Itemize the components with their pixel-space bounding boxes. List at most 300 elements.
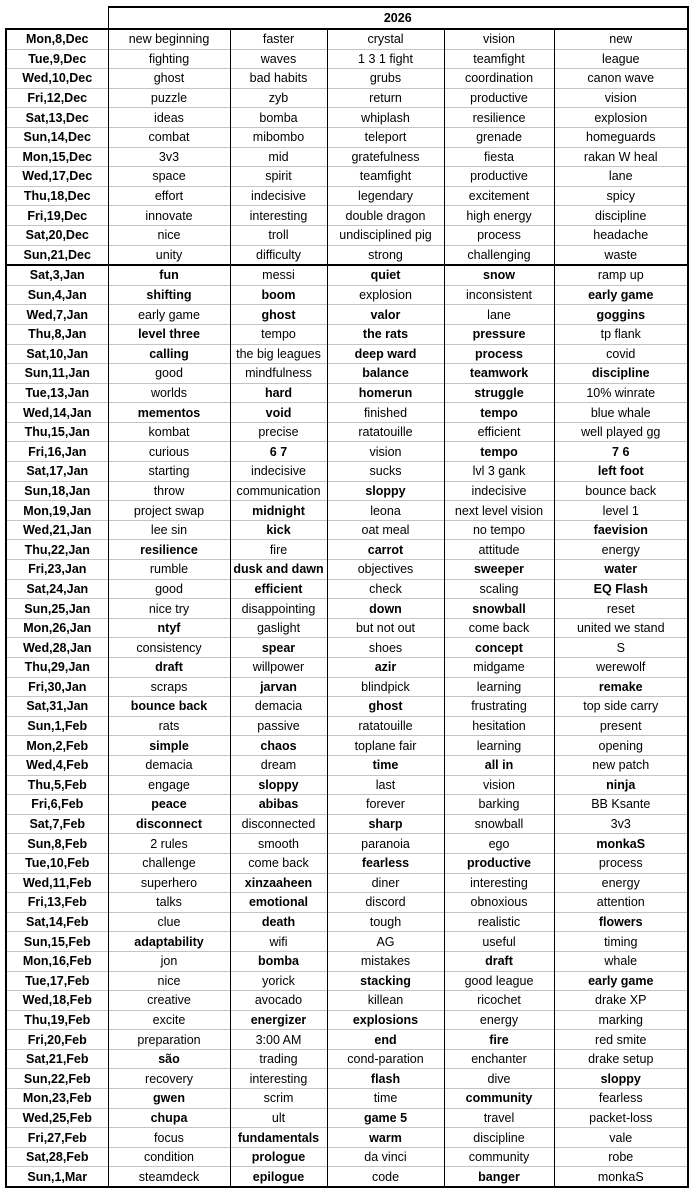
word-cell: vision bbox=[554, 88, 688, 108]
table-row bbox=[6, 755, 688, 775]
word-cell: attention bbox=[554, 893, 688, 913]
word-cell: good bbox=[108, 579, 230, 599]
word-cell: remake bbox=[554, 677, 688, 697]
date-cell: Thu,18,Dec bbox=[6, 186, 108, 206]
word-cell: forever bbox=[327, 795, 444, 815]
word-cell: down bbox=[327, 599, 444, 619]
date-cell: Mon,15,Dec bbox=[6, 147, 108, 167]
date-cell: Thu,8,Jan bbox=[6, 324, 108, 344]
word-cell: BB Ksante bbox=[554, 795, 688, 815]
word-cell: fiesta bbox=[444, 147, 554, 167]
word-cell: snow bbox=[444, 265, 554, 285]
word-cell: ghost bbox=[327, 697, 444, 717]
word-cell: chupa bbox=[108, 1108, 230, 1128]
word-cell: end bbox=[327, 1030, 444, 1050]
word-cell: high energy bbox=[444, 206, 554, 226]
word-cell: lee sin bbox=[108, 520, 230, 540]
word-cell: valor bbox=[327, 305, 444, 325]
table-row bbox=[6, 403, 688, 423]
word-cell: canon wave bbox=[554, 69, 688, 89]
word-cell: lane bbox=[554, 167, 688, 187]
word-cell: mementos bbox=[108, 403, 230, 423]
word-cell: carrot bbox=[327, 540, 444, 560]
table-row bbox=[6, 186, 688, 206]
date-cell: Sat,28,Feb bbox=[6, 1147, 108, 1167]
word-cell: process bbox=[554, 853, 688, 873]
date-cell: Sun,25,Jan bbox=[6, 599, 108, 619]
date-cell: Sun,21,Dec bbox=[6, 245, 108, 265]
word-cell: disconnected bbox=[230, 814, 327, 834]
word-cell: sucks bbox=[327, 462, 444, 482]
table-row bbox=[6, 147, 688, 167]
word-cell: fighting bbox=[108, 49, 230, 69]
word-cell: trading bbox=[230, 1049, 327, 1069]
word-cell: difficulty bbox=[230, 245, 327, 265]
word-cell: blue whale bbox=[554, 403, 688, 423]
word-cell: toplane fair bbox=[327, 736, 444, 756]
word-cell: dusk and dawn bbox=[230, 560, 327, 580]
table-row bbox=[6, 1069, 688, 1089]
word-cell: epilogue bbox=[230, 1167, 327, 1187]
word-cell: explosion bbox=[554, 108, 688, 128]
word-cell: consistency bbox=[108, 638, 230, 658]
date-cell: Wed,18,Feb bbox=[6, 991, 108, 1011]
word-cell: process bbox=[444, 344, 554, 364]
word-cell: homerun bbox=[327, 383, 444, 403]
word-cell: midgame bbox=[444, 658, 554, 678]
word-cell: rumble bbox=[108, 560, 230, 580]
date-cell: Sat,17,Jan bbox=[6, 462, 108, 482]
word-cell: learning bbox=[444, 736, 554, 756]
date-cell: Sat,10,Jan bbox=[6, 344, 108, 364]
date-cell: Fri,13,Feb bbox=[6, 893, 108, 913]
word-cell: steamdeck bbox=[108, 1167, 230, 1187]
word-cell: da vinci bbox=[327, 1147, 444, 1167]
word-cell: whiplash bbox=[327, 108, 444, 128]
date-cell: Sat,13,Dec bbox=[6, 108, 108, 128]
word-cell: lane bbox=[444, 305, 554, 325]
year-header: 2026 bbox=[108, 7, 688, 29]
word-cell: worlds bbox=[108, 383, 230, 403]
word-cell: draft bbox=[108, 658, 230, 678]
word-cell: vision bbox=[327, 442, 444, 462]
word-cell: tempo bbox=[444, 403, 554, 423]
word-cell: paranoia bbox=[327, 834, 444, 854]
word-cell: obnoxious bbox=[444, 893, 554, 913]
word-cell: superhero bbox=[108, 873, 230, 893]
word-cell: learning bbox=[444, 677, 554, 697]
table-row bbox=[6, 481, 688, 501]
word-cell: snowball bbox=[444, 599, 554, 619]
word-cell: concept bbox=[444, 638, 554, 658]
date-cell: Sun,11,Jan bbox=[6, 364, 108, 384]
word-cell: preparation bbox=[108, 1030, 230, 1050]
word-cell: hard bbox=[230, 383, 327, 403]
word-cell: unity bbox=[108, 245, 230, 265]
word-cell: 2 rules bbox=[108, 834, 230, 854]
word-cell: united we stand bbox=[554, 618, 688, 638]
word-cell: mibombo bbox=[230, 127, 327, 147]
date-cell: Fri,30,Jan bbox=[6, 677, 108, 697]
word-cell: ratatouille bbox=[327, 422, 444, 442]
word-cell: waves bbox=[230, 49, 327, 69]
word-cell: sloppy bbox=[230, 775, 327, 795]
word-cell: new patch bbox=[554, 755, 688, 775]
word-cell: deep ward bbox=[327, 344, 444, 364]
word-cell: finished bbox=[327, 403, 444, 423]
word-cell: indecisive bbox=[444, 481, 554, 501]
word-cell: chaos bbox=[230, 736, 327, 756]
table-row bbox=[6, 520, 688, 540]
table-row bbox=[6, 1089, 688, 1109]
table-row bbox=[6, 599, 688, 619]
word-cell: mistakes bbox=[327, 951, 444, 971]
table-row bbox=[6, 442, 688, 462]
date-cell: Thu,19,Feb bbox=[6, 1010, 108, 1030]
word-cell: 10% winrate bbox=[554, 383, 688, 403]
word-cell: sweeper bbox=[444, 560, 554, 580]
word-cell: time bbox=[327, 1089, 444, 1109]
word-cell: new bbox=[554, 29, 688, 49]
word-cell: cond-paration bbox=[327, 1049, 444, 1069]
table-row bbox=[6, 560, 688, 580]
date-cell: Fri,27,Feb bbox=[6, 1128, 108, 1148]
word-cell: curious bbox=[108, 442, 230, 462]
word-cell: monkaS bbox=[554, 834, 688, 854]
table-row bbox=[6, 775, 688, 795]
word-cell: left foot bbox=[554, 462, 688, 482]
date-cell: Mon,26,Jan bbox=[6, 618, 108, 638]
date-cell: Wed,14,Jan bbox=[6, 403, 108, 423]
word-cell: azir bbox=[327, 658, 444, 678]
date-cell: Tue,10,Feb bbox=[6, 853, 108, 873]
date-cell: Sat,7,Feb bbox=[6, 814, 108, 834]
word-cell: spirit bbox=[230, 167, 327, 187]
word-cell: nice bbox=[108, 971, 230, 991]
word-cell: nice bbox=[108, 225, 230, 245]
word-cell: wifi bbox=[230, 932, 327, 952]
word-cell: abibas bbox=[230, 795, 327, 815]
table-row bbox=[6, 912, 688, 932]
word-cell: smooth bbox=[230, 834, 327, 854]
word-cell: the big leagues bbox=[230, 344, 327, 364]
word-cell: scaling bbox=[444, 579, 554, 599]
word-cell: ratatouille bbox=[327, 716, 444, 736]
word-cell: sloppy bbox=[554, 1069, 688, 1089]
date-cell: Fri,20,Feb bbox=[6, 1030, 108, 1050]
word-cell: passive bbox=[230, 716, 327, 736]
word-cell: stacking bbox=[327, 971, 444, 991]
word-cell: jon bbox=[108, 951, 230, 971]
word-cell: mindfulness bbox=[230, 364, 327, 384]
date-cell: Mon,2,Feb bbox=[6, 736, 108, 756]
word-cell: spicy bbox=[554, 186, 688, 206]
word-cell: starting bbox=[108, 462, 230, 482]
word-cell: ego bbox=[444, 834, 554, 854]
word-cell: emotional bbox=[230, 893, 327, 913]
word-cell: fire bbox=[230, 540, 327, 560]
word-cell: flash bbox=[327, 1069, 444, 1089]
table-row bbox=[6, 618, 688, 638]
word-cell: level 1 bbox=[554, 501, 688, 521]
table-row bbox=[6, 893, 688, 913]
date-cell: Thu,29,Jan bbox=[6, 658, 108, 678]
word-cell: reset bbox=[554, 599, 688, 619]
word-cell: robe bbox=[554, 1147, 688, 1167]
word-cell: pressure bbox=[444, 324, 554, 344]
table-row bbox=[6, 49, 688, 69]
date-cell: Wed,4,Feb bbox=[6, 755, 108, 775]
word-cell: indecisive bbox=[230, 186, 327, 206]
word-cell: teamwork bbox=[444, 364, 554, 384]
date-cell: Sat,31,Jan bbox=[6, 697, 108, 717]
table-row bbox=[6, 932, 688, 952]
table-row bbox=[6, 285, 688, 305]
table-row bbox=[6, 88, 688, 108]
word-cell: project swap bbox=[108, 501, 230, 521]
word-cell: early game bbox=[554, 971, 688, 991]
table-row bbox=[6, 364, 688, 384]
word-cell: dive bbox=[444, 1069, 554, 1089]
table-row bbox=[6, 1128, 688, 1148]
table-row bbox=[6, 834, 688, 854]
table-row bbox=[6, 736, 688, 756]
date-cell: Fri,6,Feb bbox=[6, 795, 108, 815]
word-cell: tough bbox=[327, 912, 444, 932]
table-row bbox=[6, 677, 688, 697]
word-cell: grubs bbox=[327, 69, 444, 89]
word-cell: tempo bbox=[444, 442, 554, 462]
word-cell: bad habits bbox=[230, 69, 327, 89]
word-cell: ramp up bbox=[554, 265, 688, 285]
word-cell: focus bbox=[108, 1128, 230, 1148]
table-row bbox=[6, 971, 688, 991]
word-cell: present bbox=[554, 716, 688, 736]
table-row bbox=[6, 206, 688, 226]
word-cell: bomba bbox=[230, 108, 327, 128]
word-cell: undisciplined pig bbox=[327, 225, 444, 245]
word-cell: spear bbox=[230, 638, 327, 658]
word-cell: EQ Flash bbox=[554, 579, 688, 599]
word-cell: ninja bbox=[554, 775, 688, 795]
table-row bbox=[6, 795, 688, 815]
word-cell: communication bbox=[230, 481, 327, 501]
word-cell: interesting bbox=[230, 206, 327, 226]
word-cell: well played gg bbox=[554, 422, 688, 442]
word-cell: ghost bbox=[230, 305, 327, 325]
date-cell: Sun,1,Feb bbox=[6, 716, 108, 736]
word-cell: kombat bbox=[108, 422, 230, 442]
table-row bbox=[6, 462, 688, 482]
word-cell: snowball bbox=[444, 814, 554, 834]
word-cell: sloppy bbox=[327, 481, 444, 501]
word-cell: last bbox=[327, 775, 444, 795]
date-cell: Wed,25,Feb bbox=[6, 1108, 108, 1128]
word-cell: challenging bbox=[444, 245, 554, 265]
date-cell: Sun,8,Feb bbox=[6, 834, 108, 854]
word-cell: goggins bbox=[554, 305, 688, 325]
date-cell: Wed,10,Dec bbox=[6, 69, 108, 89]
word-cell: excite bbox=[108, 1010, 230, 1030]
word-cell: leona bbox=[327, 501, 444, 521]
word-cell: innovate bbox=[108, 206, 230, 226]
table-row bbox=[6, 1010, 688, 1030]
table-row bbox=[6, 638, 688, 658]
word-cell: community bbox=[444, 1089, 554, 1109]
word-cell: packet-loss bbox=[554, 1108, 688, 1128]
word-cell: vision bbox=[444, 29, 554, 49]
word-cell: teamfight bbox=[327, 167, 444, 187]
word-cell: shifting bbox=[108, 285, 230, 305]
word-cell: gwen bbox=[108, 1089, 230, 1109]
word-cell: community bbox=[444, 1147, 554, 1167]
word-cell: teleport bbox=[327, 127, 444, 147]
date-cell: Tue,17,Feb bbox=[6, 971, 108, 991]
word-cell: rakan W heal bbox=[554, 147, 688, 167]
table-row bbox=[6, 324, 688, 344]
word-cell: early game bbox=[554, 285, 688, 305]
date-cell: Sat,3,Jan bbox=[6, 265, 108, 285]
word-cell: ideas bbox=[108, 108, 230, 128]
date-cell: Sun,22,Feb bbox=[6, 1069, 108, 1089]
word-cell: energizer bbox=[230, 1010, 327, 1030]
word-cell: prologue bbox=[230, 1147, 327, 1167]
date-cell: Sat,14,Feb bbox=[6, 912, 108, 932]
word-cell: tempo bbox=[230, 324, 327, 344]
word-cell: willpower bbox=[230, 658, 327, 678]
word-cell: scraps bbox=[108, 677, 230, 697]
table-row bbox=[6, 658, 688, 678]
table-row bbox=[6, 69, 688, 89]
word-cell: scrim bbox=[230, 1089, 327, 1109]
word-cell: precise bbox=[230, 422, 327, 442]
date-cell: Wed,17,Dec bbox=[6, 167, 108, 187]
word-cell: adaptability bbox=[108, 932, 230, 952]
date-cell: Tue,13,Jan bbox=[6, 383, 108, 403]
table-row bbox=[6, 1030, 688, 1050]
word-cell: but not out bbox=[327, 618, 444, 638]
word-cell: new beginning bbox=[108, 29, 230, 49]
word-cell: faster bbox=[230, 29, 327, 49]
word-cell: troll bbox=[230, 225, 327, 245]
word-cell: explosion bbox=[327, 285, 444, 305]
word-cell: combat bbox=[108, 127, 230, 147]
word-cell: killean bbox=[327, 991, 444, 1011]
word-cell: grenade bbox=[444, 127, 554, 147]
word-cell: bounce back bbox=[108, 697, 230, 717]
word-cell: interesting bbox=[444, 873, 554, 893]
date-cell: Sat,20,Dec bbox=[6, 225, 108, 245]
word-cell: productive bbox=[444, 88, 554, 108]
word-cell: talks bbox=[108, 893, 230, 913]
table-row bbox=[6, 540, 688, 560]
word-cell: fearless bbox=[327, 853, 444, 873]
word-cell: peace bbox=[108, 795, 230, 815]
word-cell: fearless bbox=[554, 1089, 688, 1109]
word-cell: efficient bbox=[230, 579, 327, 599]
table-row bbox=[6, 422, 688, 442]
word-cell: vision bbox=[444, 775, 554, 795]
word-cell: covid bbox=[554, 344, 688, 364]
word-cell: yorick bbox=[230, 971, 327, 991]
table-row bbox=[6, 697, 688, 717]
word-cell: top side carry bbox=[554, 697, 688, 717]
word-cell: crystal bbox=[327, 29, 444, 49]
table-row bbox=[6, 951, 688, 971]
word-cell: marking bbox=[554, 1010, 688, 1030]
word-cell: strong bbox=[327, 245, 444, 265]
table-row bbox=[6, 383, 688, 403]
word-cell: bomba bbox=[230, 951, 327, 971]
table-row bbox=[6, 127, 688, 147]
word-cell: vale bbox=[554, 1128, 688, 1148]
date-cell: Sun,14,Dec bbox=[6, 127, 108, 147]
word-cell: demacia bbox=[230, 697, 327, 717]
word-cell: frustrating bbox=[444, 697, 554, 717]
table-row bbox=[6, 579, 688, 599]
word-cell: time bbox=[327, 755, 444, 775]
word-cell: lvl 3 gank bbox=[444, 462, 554, 482]
word-cell: condition bbox=[108, 1147, 230, 1167]
date-cell: Sun,4,Jan bbox=[6, 285, 108, 305]
word-cell: 3:00 AM bbox=[230, 1030, 327, 1050]
date-cell: Sun,15,Feb bbox=[6, 932, 108, 952]
word-cell: 7 6 bbox=[554, 442, 688, 462]
word-cell: excitement bbox=[444, 186, 554, 206]
word-cell: recovery bbox=[108, 1069, 230, 1089]
word-cell: quiet bbox=[327, 265, 444, 285]
word-cell: rats bbox=[108, 716, 230, 736]
word-cell: ntyf bbox=[108, 618, 230, 638]
word-cell: waste bbox=[554, 245, 688, 265]
word-cell: clue bbox=[108, 912, 230, 932]
word-cell: coordination bbox=[444, 69, 554, 89]
word-cell: process bbox=[444, 225, 554, 245]
table-row bbox=[6, 1167, 688, 1187]
table-row bbox=[6, 501, 688, 521]
word-cell: demacia bbox=[108, 755, 230, 775]
word-cell: drake XP bbox=[554, 991, 688, 1011]
date-cell: Sun,1,Mar bbox=[6, 1167, 108, 1187]
table-row bbox=[6, 1108, 688, 1128]
table-row bbox=[6, 305, 688, 325]
word-cell: throw bbox=[108, 481, 230, 501]
word-cell: xinzaaheen bbox=[230, 873, 327, 893]
date-cell: Fri,16,Jan bbox=[6, 442, 108, 462]
date-cell: Wed,28,Jan bbox=[6, 638, 108, 658]
table-row bbox=[6, 344, 688, 364]
word-cell: headache bbox=[554, 225, 688, 245]
word-cell: red smite bbox=[554, 1030, 688, 1050]
word-cell: simple bbox=[108, 736, 230, 756]
word-cell: death bbox=[230, 912, 327, 932]
word-cell: draft bbox=[444, 951, 554, 971]
word-cell: gaslight bbox=[230, 618, 327, 638]
word-cell: timing bbox=[554, 932, 688, 952]
date-cell: Sat,21,Feb bbox=[6, 1049, 108, 1069]
word-cell: no tempo bbox=[444, 520, 554, 540]
word-cell: bounce back bbox=[554, 481, 688, 501]
table-body bbox=[6, 29, 688, 1187]
word-cell: monkaS bbox=[554, 1167, 688, 1187]
word-cell: energy bbox=[554, 873, 688, 893]
word-cell: drake setup bbox=[554, 1049, 688, 1069]
table-row bbox=[6, 1049, 688, 1069]
word-cell: homeguards bbox=[554, 127, 688, 147]
word-cell: ricochet bbox=[444, 991, 554, 1011]
word-cell: disappointing bbox=[230, 599, 327, 619]
date-cell: Fri,12,Dec bbox=[6, 88, 108, 108]
